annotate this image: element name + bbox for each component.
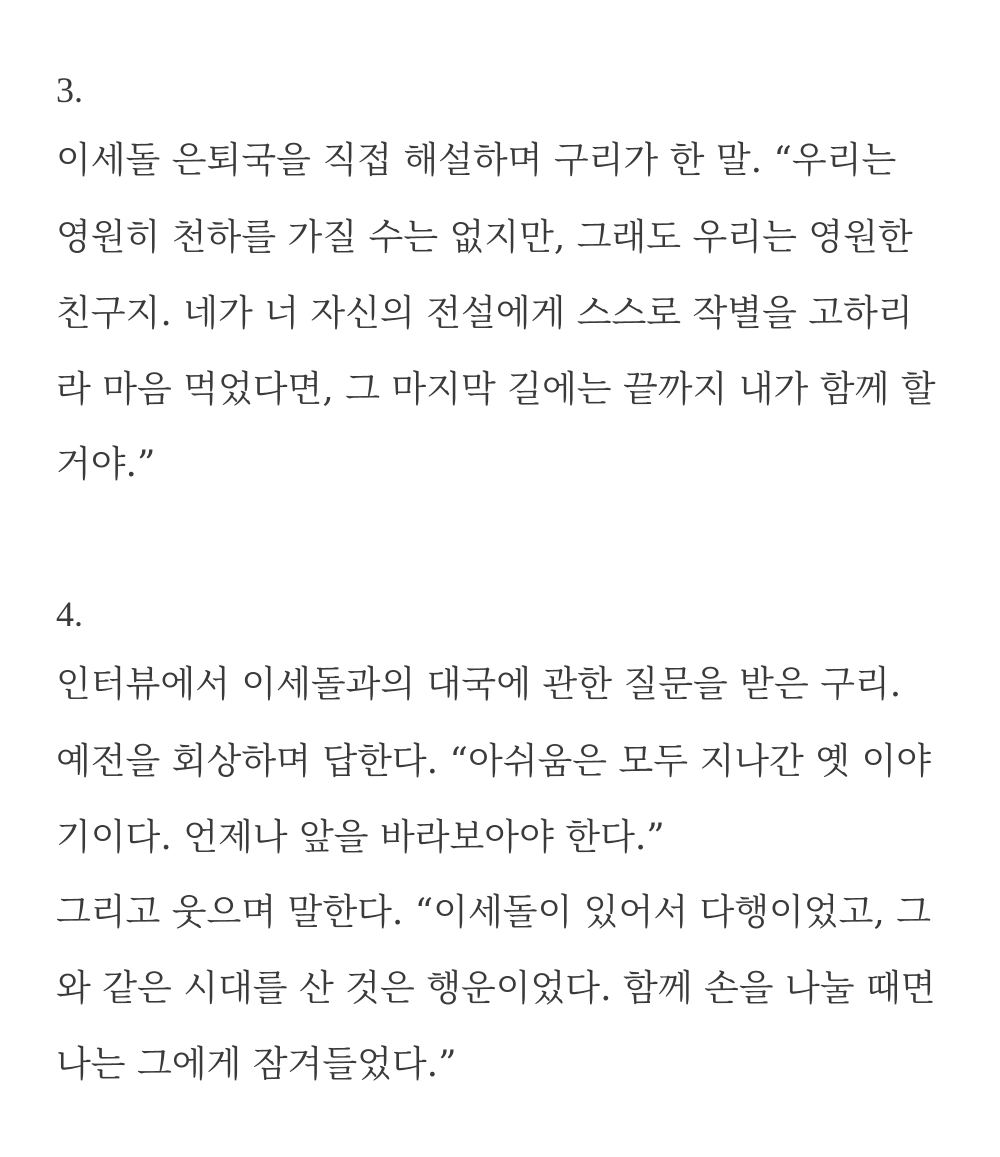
paragraph-line: 그리고 웃으며 말한다. “이세돌이 있어서 다행이었고, 그 bbox=[56, 892, 932, 933]
paragraph-line: 거야.” bbox=[56, 444, 156, 485]
paragraph-line: 이세돌 은퇴국을 직접 해설하며 구리가 한 말. “우리는 bbox=[56, 140, 897, 181]
paragraph-line: 영원히 천하를 가질 수는 없지만, 그래도 우리는 영원한 bbox=[56, 217, 913, 258]
section-number: 4. bbox=[56, 594, 83, 634]
section-number: 3. bbox=[56, 70, 83, 110]
paragraph-line: 라 마음 먹었다면, 그 마지막 길에는 끝까지 내가 함께 할 bbox=[56, 369, 936, 410]
paragraph-line: 예전을 회상하며 답한다. “아쉬움은 모두 지나간 옛 이야 bbox=[56, 741, 932, 782]
paragraph-line: 인터뷰에서 이세돌과의 대국에 관한 질문을 받은 구리. bbox=[56, 664, 902, 705]
paragraph-line: 친구지. 네가 너 자신의 전설에게 스스로 작별을 고하리 bbox=[56, 293, 913, 334]
paragraph-line: 기이다. 언제나 앞을 바라보아야 한다.” bbox=[56, 817, 665, 858]
paragraph-line: 와 같은 시대를 산 것은 행운이었다. 함께 손을 나눌 때면 bbox=[56, 968, 936, 1009]
paragraph-line: 나는 그에게 잠겨들었다.” bbox=[56, 1044, 457, 1085]
